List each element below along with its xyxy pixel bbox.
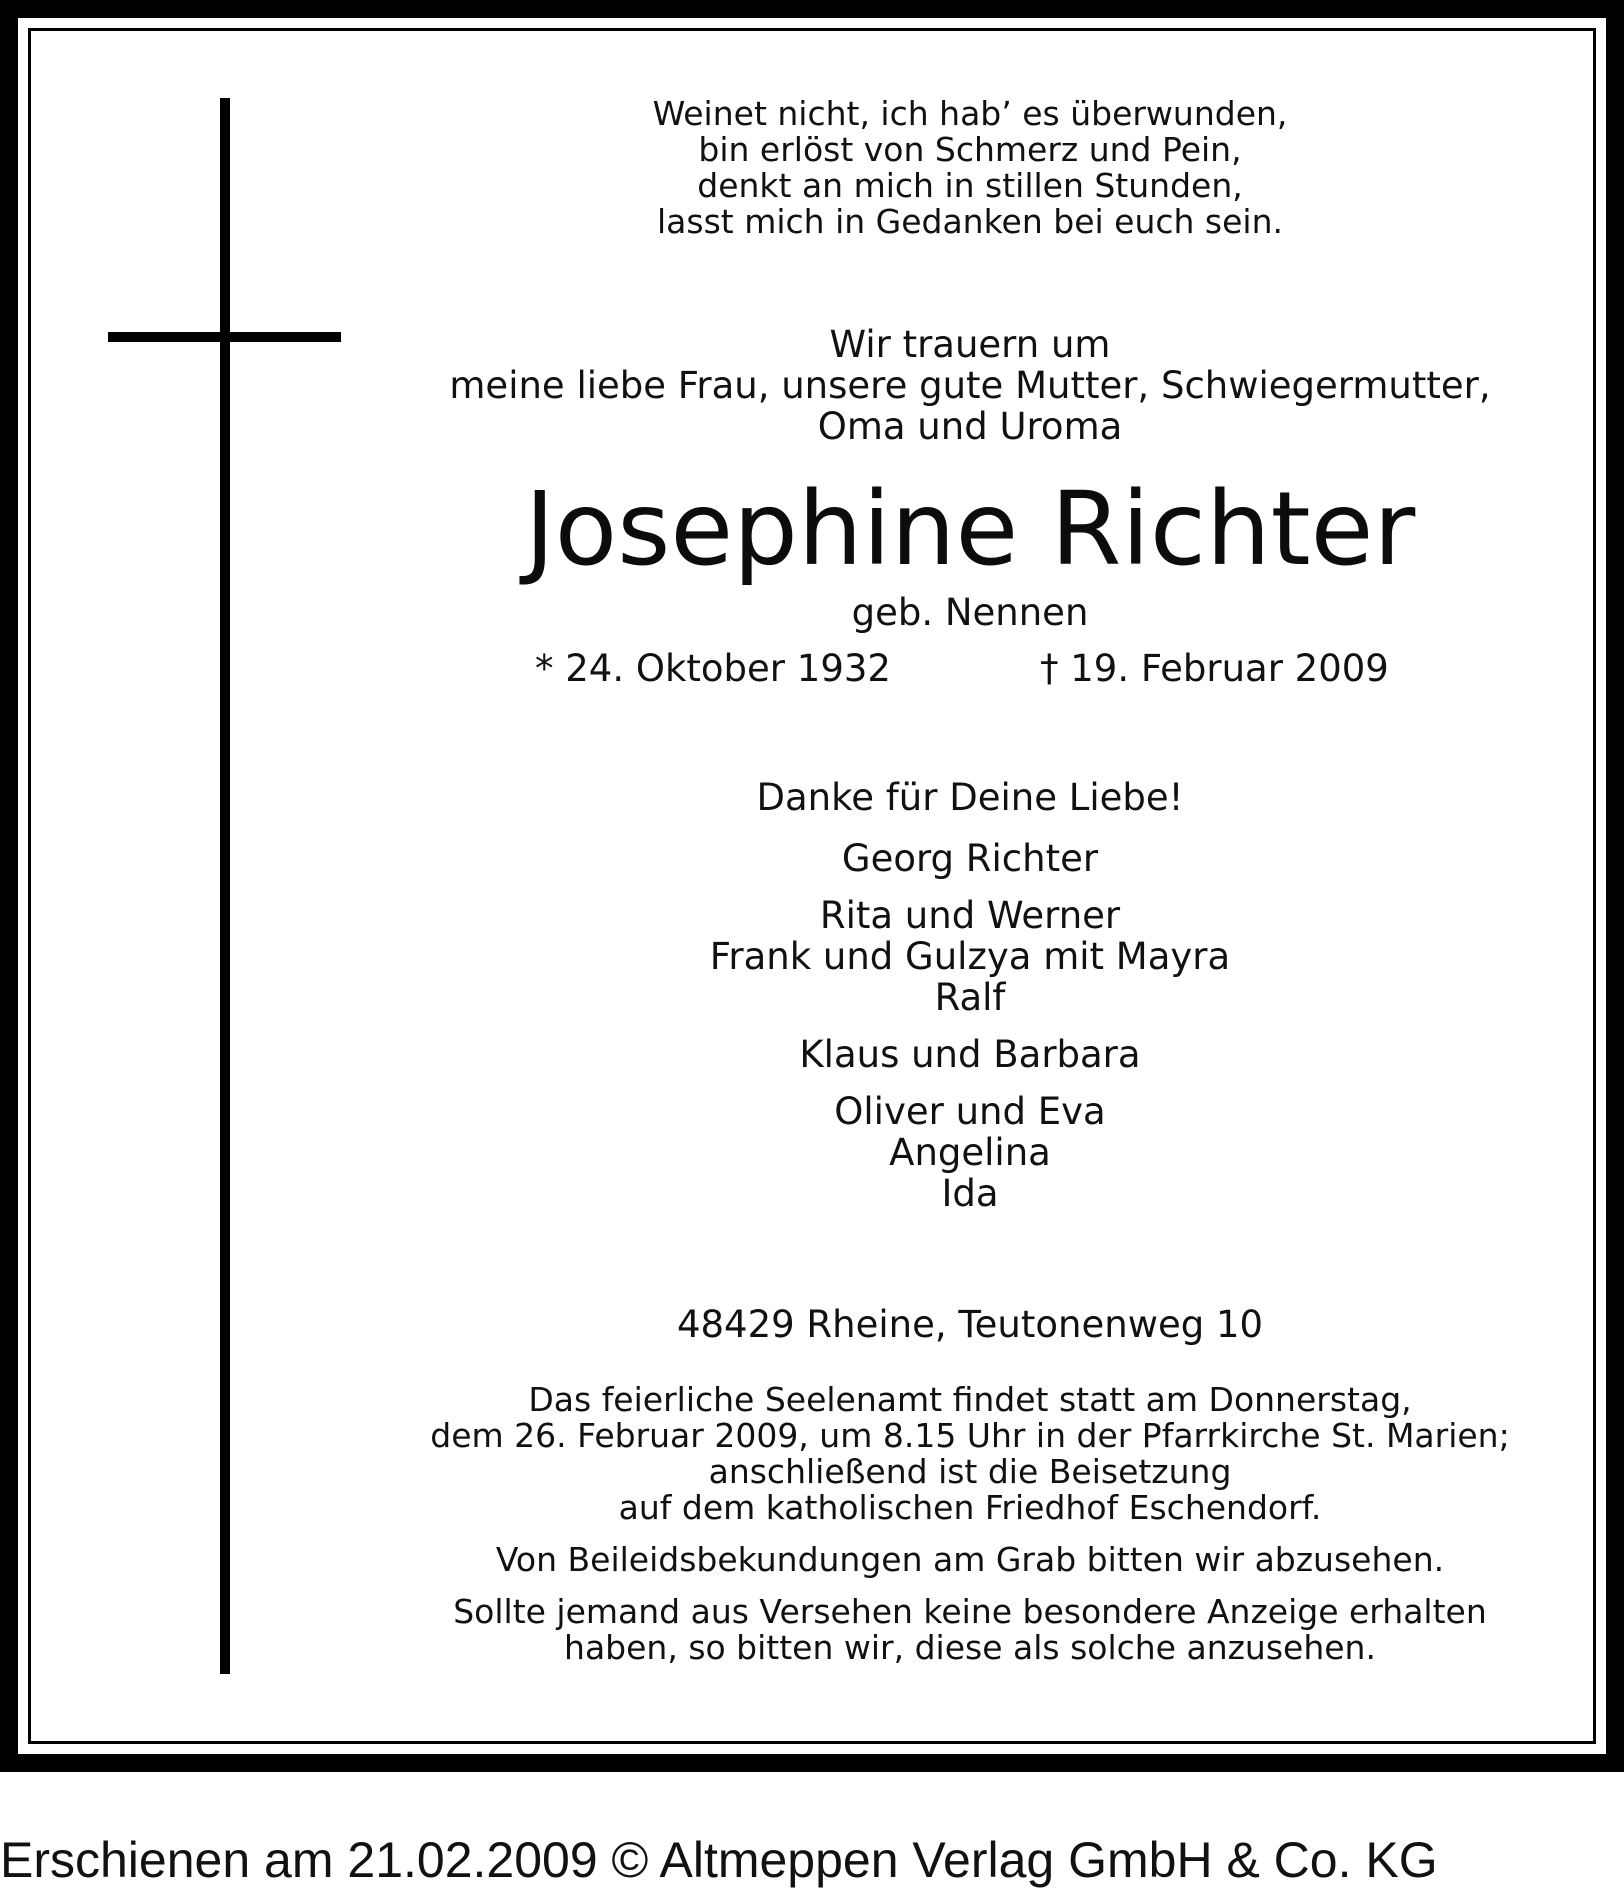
condolence-note [420, 1542, 1520, 1578]
service-line: auf dem katholischen Friedhof Eschendorf. [618, 1488, 1322, 1527]
family-address: 48429 Rheine, Teutonenweg 10 [676, 1303, 1264, 1346]
death-date: † 19. Februar 2009 [1040, 647, 1389, 690]
birth-name: geb. Nennen [851, 591, 1089, 634]
mourning-intro [420, 324, 1520, 447]
mourner-group [420, 838, 1520, 879]
poem-line: bin erlöst von Schmerz und Pein, [698, 130, 1242, 169]
mourning-line: meine liebe Frau, unsere gute Mutter, Schwiegermutter, [449, 364, 1491, 407]
service-line: Das feierliche Seelenamt findet statt am Donnerstag, [528, 1380, 1412, 1419]
service-line: Sollte jemand aus Versehen keine besondere Anzeige erhalten [453, 1592, 1487, 1631]
mourner-group [420, 1091, 1520, 1214]
mourner-name: Ida [941, 1172, 999, 1215]
mourners-list [420, 838, 1520, 1230]
mourner-name: Frank und Gulzya mit Mayra [709, 935, 1231, 978]
birth-date: * 24. Oktober 1932 [535, 647, 891, 690]
mourner-name: Ralf [934, 976, 1006, 1019]
mourning-line: Wir trauern um [829, 323, 1111, 366]
service-line: Von Beileidsbekundungen am Grab bitten wir abzusehen. [495, 1540, 1445, 1579]
publication-caption: Erschienen am 21.02.2009 © Altmeppen Verlag GmbH & Co. KG [0, 1832, 1438, 1888]
poem-line: denkt an mich in stillen Stunden, [697, 166, 1243, 205]
thank-you-line: Danke für Deine Liebe! [756, 776, 1184, 819]
deceased-name: Josephine Richter [524, 470, 1416, 589]
life-dates [420, 646, 1520, 694]
memorial-poem [420, 96, 1520, 240]
poem-line: Weinet nicht, ich hab’ es überwunden, [652, 94, 1288, 133]
service-line: haben, so bitten wir, diese als solche anzusehen. [564, 1628, 1376, 1667]
mourner-name: Oliver und Eva [834, 1090, 1106, 1133]
cross-icon-horizontal-bar [108, 332, 341, 342]
service-paragraph [420, 1382, 1520, 1526]
mourning-line: Oma und Uroma [817, 405, 1123, 448]
mourner-name: Georg Richter [841, 837, 1099, 880]
notice-request [420, 1594, 1520, 1666]
mourner-group [420, 1034, 1520, 1075]
mourner-name: Rita und Werner [819, 894, 1121, 937]
mourner-group [420, 895, 1520, 1018]
mourner-name: Klaus und Barbara [799, 1033, 1141, 1076]
service-information [420, 1382, 1520, 1682]
poem-line: lasst mich in Gedanken bei euch sein. [657, 202, 1283, 241]
service-line: anschließend ist die Beisetzung [708, 1452, 1232, 1491]
mourner-name: Angelina [889, 1131, 1051, 1174]
service-line: dem 26. Februar 2009, um 8.15 Uhr in der Pfarrkirche St. Marien; [430, 1416, 1510, 1455]
